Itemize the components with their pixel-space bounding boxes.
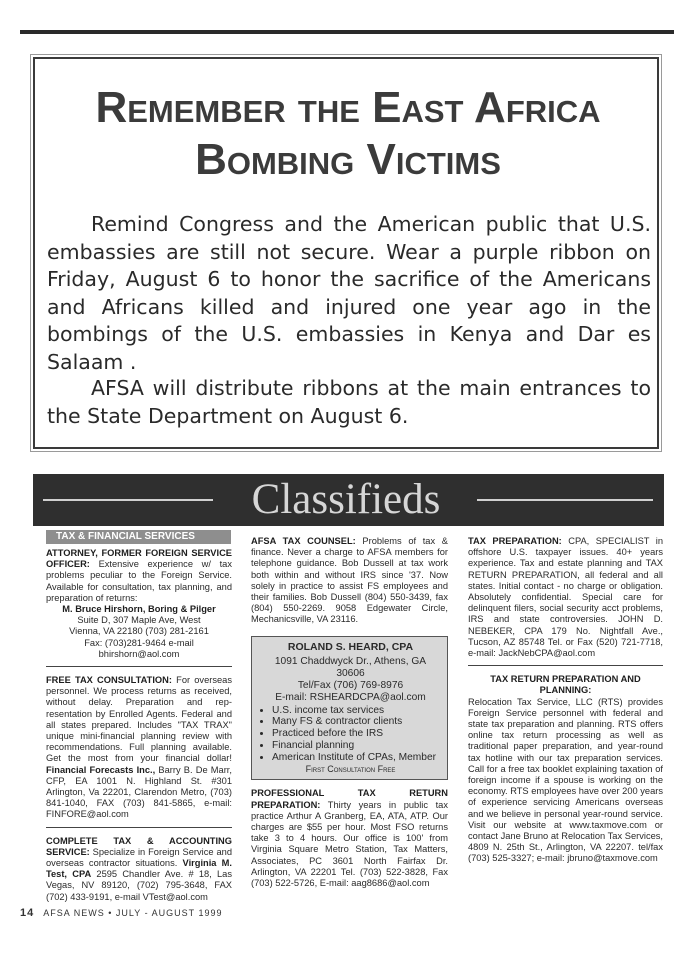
divider [468,665,663,666]
ad-complete-heading: COMPLETE TAX & ACCOUNTING SERVICE: [46,835,232,857]
ad-heard-tel: Tel/Fax (706) 769-8976 [297,680,404,692]
ad-free-body: For overseas personnel. We process returns as received, without delay. Preparation and representation by Enrolled Agents. Federal and all states prepared. Includes "TAX TRAX" unique mini-financial planning review with recommendations. Full planning available. Get the most from your financial dollar! [46,675,232,764]
notice-headline-line2: Bombing Victims [195,135,501,184]
list-item: • U.S. income tax services [272,705,441,717]
list-item: • American Institute of CPAs, Member [272,752,441,764]
top-rule [20,30,674,34]
ad-heard-name: ROLAND S. HEARD, CPA [287,640,414,653]
ad-heard-box [251,636,448,781]
ad-tax-preparation [468,536,663,659]
ad-prep-heading: TAX PREPARATION: [468,536,562,546]
divider [46,666,232,667]
notice-headline-line1: Remember the East Africa [95,83,601,132]
banner-rule-right [477,499,653,501]
ad-complete-accounting [46,836,232,903]
publication-line: AFSA NEWS • JULY - AUGUST 1999 [43,908,223,918]
ad-relocation-heading: TAX RETURN PREPARATION AND PLANNING: [490,674,641,696]
ad-free-consultation [46,675,232,821]
list-item: • Financial planning [272,740,441,752]
ad-counsel-heading: AFSA TAX COUNSEL: [251,536,356,546]
ad-heard-zip: 30606 [336,668,365,680]
ad-tax-counsel [251,536,448,626]
ad-heard-email: E-mail: RSHEARDCPA@aol.com [275,691,426,703]
classifieds-column-3 [468,530,663,865]
divider [46,827,232,828]
page-footer [20,907,222,919]
ad-relocation-body: Relocation Tax Service, LLC (RTS) provides Foreign Service personnel with federal and state tax preparation and planning. RTS offers online tax return processing as well as traditional paper preparation, and year-round tax hotline with our tax preparation services. Call for a free tax booklet explaining taxation of foreign income if a spouse is working on the economy. RTS employees have over 200 years of experience servicing Americans overseas and we believe in personal year-round service. Visit our website at www.taxmove.com or contact Jane Bruno at Relocation Tax Services, 4809 N. 25th St., Arlington, VA 22207. tel/fax (703) 525-3327; e-mail: jbruno@taxmove.com [468,696,663,864]
ad-professional-heading: PROFESSIONAL TAX RETURN PREPARATION: [251,788,448,810]
classifieds-column-2 [251,530,448,889]
ad-relocation-tax [468,674,663,864]
ad-complete-contact: 2595 Chandler Ave. # 18, Las Vegas, NV 89120, (702) 795-3648, FAX (702) 433-9191, e-mail VTest@aol.com [46,869,232,902]
ad-professional-preparation [251,788,448,889]
ad-heard-footer: First Consultation Free [305,763,396,774]
ad-attorney-name: M. Bruce Hirshorn, Boring & Pilger [62,604,216,615]
ad-complete-body: Specialize in Foreign Service and overseas contractor situations. [46,846,232,869]
notice-paragraph-1: Remind Congress and the American public that U.S. embassies are still not secure. Wear a purple ribbon on Friday, August 6 to honor the sacrifice of the Americans and Africans killed and injured one year ago in the bombings of the U.S. embassies in Kenya and Dar es Salaam . [47,212,651,374]
ad-heard-services [260,705,441,764]
notice-paragraph-2: AFSA will distribute ribbons at the main entrances to the State Department on August 6. [47,376,651,428]
ad-counsel-body: Problems of tax & finance. Never a charge to AFSA members for telephone guidance. Bob Dussell at tax work both within and without IRS since '37. Now solely in practice to assist FS employees and their families. Bob Dussell (804) 550-3439, fax (804) 550-2269. 9058 Edgewater Circle, Mechanicsville, VA 23116. [251,536,448,625]
ad-attorney-email: bhirshorn@aol.com [98,648,180,659]
ribbon-notice-box [33,57,659,449]
category-label: TAX & FINANCIAL SERVICES [46,530,231,544]
ad-attorney-body: Extensive experience w/ tax problems peculiar to the Foreign Service. Available for consultation, tax planning, and preparation of returns: [46,559,232,603]
ad-attorney [46,548,232,660]
ad-free-heading: FREE TAX CONSULTATION: [46,675,172,686]
classifieds-title: Classifieds [251,476,441,523]
ad-prep-body: CPA, SPECIALIST in offshore U.S. taxpayer issues. 40+ years experience. Tax and estate planning and TAX RETURN PREPARATION, all federal and all states. Initial contact - no charge or obligation. Absolutely confidential. Special care for delinquent filers, social security acct problems, IRS and state controversies. JOHN D. NEBEKER, CPA 179 No. Nightfall Ave., Tucson, AZ 85748 Tel. or Fax (520) 721-7718, e-mail: JackNebCPA@aol.com [468,536,663,659]
ad-attorney-addr1: Suite D, 307 Maple Ave, West [77,615,201,626]
ad-attorney-addr2: Vienna, VA 22180 (703) 281-2161 [69,626,209,637]
ad-attorney-heading: ATTORNEY, FORMER FOREIGN SERVICE OFFICER: [46,548,232,570]
ad-heard-address: 1091 Chaddwyck Dr., Athens, GA [274,656,427,668]
ad-attorney-fax: Fax: (703)281-9464 e-mail [84,637,194,648]
classifieds-column-1 [46,530,232,903]
list-item: • Practiced before the IRS [272,728,441,740]
classifieds-banner [33,474,664,526]
list-item: • Many FS & contractor clients [272,716,441,728]
ad-free-firm: Financial Forecasts Inc., [46,764,156,775]
banner-rule-left [43,499,213,501]
ad-complete-firm: Virginia M. Test, CPA [46,858,232,880]
page-number: 14 [20,907,35,919]
ad-professional-body: Thirty years in public tax practice Arthur A Granberg, EA, ATA, ATP. Our charges are $55 per hour. Most FSO returns take 3 to 4 hours. Our office is 100' from Virginia Square Metro Station, Tax Matters, Associates, PC 3601 North Fairfax Dr. Arlington, VA 22201 Tel. (703) 522-3828, Fax (703) 522-5726, E-mail: aag8686@aol.com [251,799,448,889]
ad-free-contact: Barry B. De Marr, CFP, EA 1001 N. Highland St. #301 Arlington, Va 22201, Clarendon Metro, (703) 841-1040, FAX (703) 841-5865, e-mail: FINFORE@aol.com [46,764,232,820]
